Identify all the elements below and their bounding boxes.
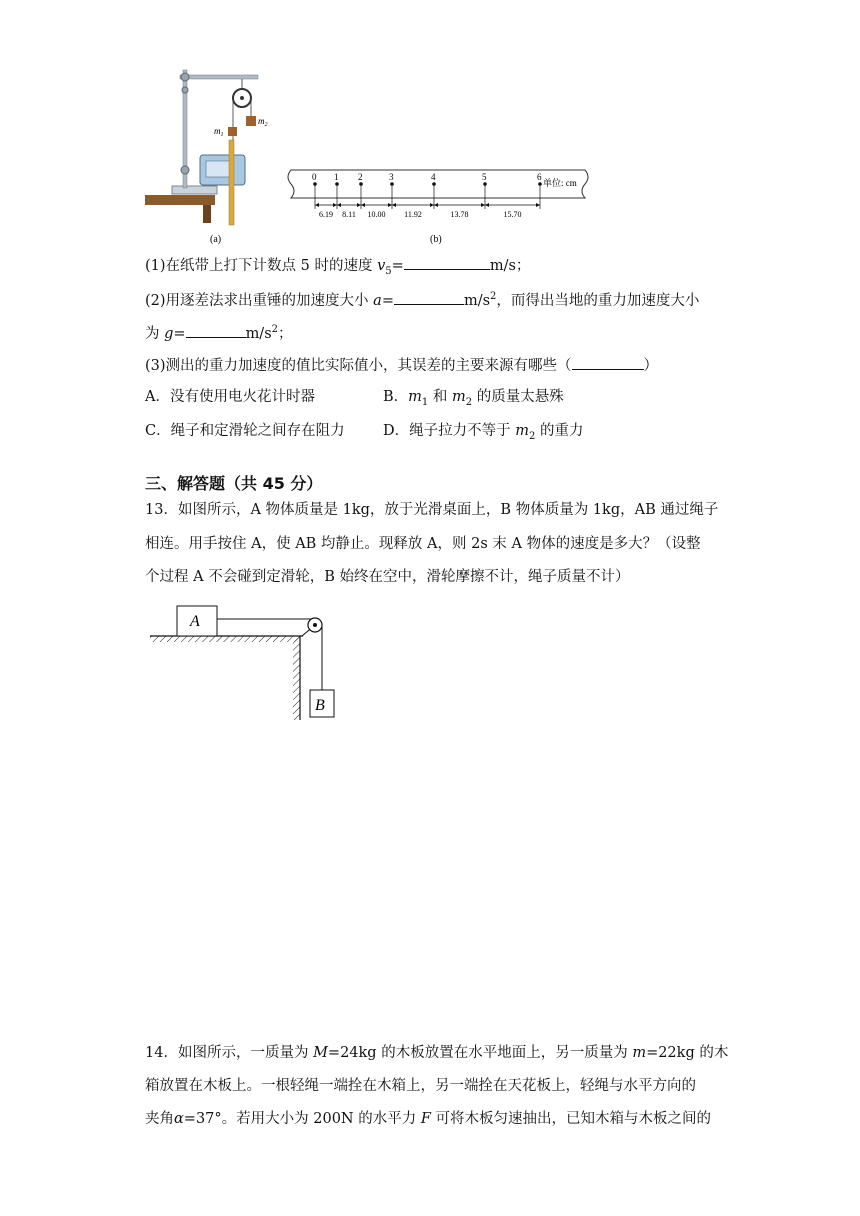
- stand-arm: [180, 75, 258, 79]
- tape-segment-label: 15.70: [503, 210, 522, 219]
- q2-text-2: 为: [145, 325, 165, 342]
- choice-b-m1-sub: 1: [421, 396, 429, 408]
- figure-a-apparatus: [140, 60, 275, 250]
- q14-text-1c: =22kg 的木: [646, 1045, 729, 1061]
- choice-b: [383, 387, 564, 413]
- q14-var-m: m: [632, 1045, 647, 1061]
- tape-segment-label: 13.78: [450, 210, 469, 219]
- q1-var-sub: 5: [385, 265, 392, 277]
- q14-text-3a: 夹角: [145, 1111, 174, 1127]
- table-leg: [203, 205, 211, 223]
- question-2-line-1: (2)用逐差法求出重锤的加速度大小 $a= m/s^2$，而得出当地的重力加速度大小: [145, 287, 699, 311]
- mass-m1: [228, 127, 237, 136]
- tape-segment-label: 6.19: [319, 210, 333, 219]
- q14-var-alpha: α: [174, 1111, 184, 1127]
- tape-arrow: [361, 203, 365, 207]
- question-2-line-2: 为 $g= m/s^2$；: [145, 320, 293, 344]
- choice-a: A．没有使用电火花计时器: [145, 389, 315, 405]
- q2-answer-g-blank[interactable]: [186, 322, 246, 338]
- q2-answer-a-blank[interactable]: [394, 289, 464, 305]
- m2-label: $m_2$: [258, 116, 268, 128]
- q13-line-1: 13．如图所示，A 物体质量是 1kg，放于光滑桌面上，B 物体质量为 1kg，AB 通过绳子: [145, 502, 719, 518]
- block-b-label: B: [315, 697, 325, 714]
- clamp-top: [181, 73, 189, 81]
- q14-line-2: 箱放置在木板上。一根轻绳一端拴在木箱上，另一端拴在天花板上，轻绳与水平方向的: [145, 1078, 696, 1094]
- tape-segment-label: 10.00: [367, 210, 386, 219]
- tape-arrow: [430, 203, 434, 207]
- choice-b-mid: 和: [428, 389, 452, 405]
- choice-d-m-sub: 2: [528, 430, 536, 442]
- figure-a-caption: (a): [210, 234, 222, 245]
- choice-b-m2-sub: 2: [465, 396, 473, 408]
- tape-arrow: [481, 203, 485, 207]
- mass-m2: [246, 116, 256, 126]
- q2-unit-a: m/s: [463, 292, 491, 309]
- clamp-mid: [182, 87, 188, 93]
- unit-label: 单位: cm: [543, 178, 577, 188]
- timer-panel: [206, 161, 230, 177]
- q1-unit: m/s；: [489, 258, 531, 274]
- tape-point-label: 3: [389, 172, 394, 182]
- stand-base: [172, 186, 217, 194]
- q14-line-1: [145, 1043, 728, 1063]
- tape-point-label: 2: [358, 172, 363, 182]
- tape-arrow: [392, 203, 396, 207]
- table-surface-hatch: [150, 636, 300, 642]
- q1-var: v: [377, 258, 386, 274]
- question-3: [145, 354, 658, 376]
- table-top: [145, 195, 215, 205]
- choice-d-m: m: [515, 423, 529, 439]
- block-a-label: A: [190, 613, 200, 630]
- choice-b-suffix: 的质量太悬殊: [472, 389, 564, 405]
- tape-point-label: 4: [431, 172, 436, 182]
- paper-tape: [229, 140, 234, 225]
- tape-arrow: [536, 203, 540, 207]
- table-edge-hatch: [293, 636, 300, 720]
- q14-var-M: M: [313, 1045, 328, 1061]
- choice-b-m1: m: [408, 389, 422, 405]
- q1-answer-blank[interactable]: [404, 254, 490, 270]
- q2-text: (2)用逐差法求出重锤的加速度大小: [145, 292, 374, 309]
- tape-arrow: [357, 203, 361, 207]
- q3-close: ）: [643, 358, 659, 374]
- q2-var-a: a: [373, 292, 382, 309]
- tape-arrow: [485, 203, 489, 207]
- clamp-low: [181, 166, 189, 174]
- q14-text-1a: 14．如图所示，一质量为: [145, 1045, 314, 1061]
- tape-arrow: [434, 203, 438, 207]
- tape-segment-label: 11.92: [404, 210, 422, 219]
- choice-d: [383, 421, 583, 447]
- choice-d-suffix: 的重力: [535, 423, 584, 439]
- tape-point-label: 5: [482, 172, 487, 182]
- figure-b-paper-tape: [285, 165, 595, 245]
- q2-unit-g-sup: 2: [271, 324, 279, 335]
- choice-b-m2: m: [452, 389, 466, 405]
- q2-unit-g: m/s: [245, 325, 272, 342]
- m1-label: $m_1$: [214, 126, 224, 138]
- pulley-axle: [313, 623, 317, 627]
- question-1: (1)在纸带上打下计数点 5 时的速度 $v_5= m/s$；: [145, 254, 530, 282]
- q13-line-2: 相连。用手按住 A，使 AB 均静止。现释放 A，则 2s 末 A 物体的速度是多大？（设整: [145, 536, 701, 552]
- q14-var-F: F: [420, 1111, 431, 1127]
- choice-b-prefix: B．: [383, 389, 409, 405]
- figure-b-caption: (b): [430, 234, 442, 245]
- pulley-axle: [240, 96, 244, 100]
- section-3-heading: 三、解答题（共 45 分）: [145, 474, 323, 493]
- q2-unit-a-sup: 2: [490, 291, 497, 302]
- q14-line-3: [145, 1109, 711, 1129]
- q13-line-3: 个过程 A 不会碰到定滑轮，B 始终在空中，滑轮摩擦不计，绳子质量不计）: [145, 569, 630, 585]
- tape-point-label: 6: [537, 172, 542, 182]
- q14-text-3c: 可将木板匀速抽出，已知木箱与木板之间的: [430, 1111, 712, 1127]
- tape-point-label: 0: [312, 172, 317, 182]
- q3-text: (3)测出的重力加速度的值比实际值小，其误差的主要来源有哪些（: [145, 358, 572, 374]
- q2-text-suffix: ，而得出当地的重力加速度大小: [496, 292, 700, 309]
- q13-figure: [145, 600, 345, 725]
- q1-text: (1)在纸带上打下计数点 5 时的速度: [145, 258, 378, 274]
- tape-arrow: [333, 203, 337, 207]
- choice-c: C．绳子和定滑轮之间存在阻力: [145, 423, 345, 439]
- q14-text-1b: =24kg 的木板放置在水平地面上，另一质量为: [327, 1045, 633, 1061]
- q2-var-g: g: [164, 325, 174, 342]
- q14-text-3b: =37°。若用大小为 200N 的水平力: [183, 1111, 421, 1127]
- tape-arrow: [315, 203, 319, 207]
- tape-arrow: [337, 203, 341, 207]
- choice-d-prefix: D．绳子拉力不等于: [383, 423, 516, 439]
- tape-point-label: 1: [334, 172, 339, 182]
- tape-segment-label: 8.11: [342, 210, 356, 219]
- q3-answer-blank[interactable]: [572, 354, 644, 370]
- tape-arrow: [388, 203, 392, 207]
- q2-text-2-suffix: ；: [278, 325, 293, 342]
